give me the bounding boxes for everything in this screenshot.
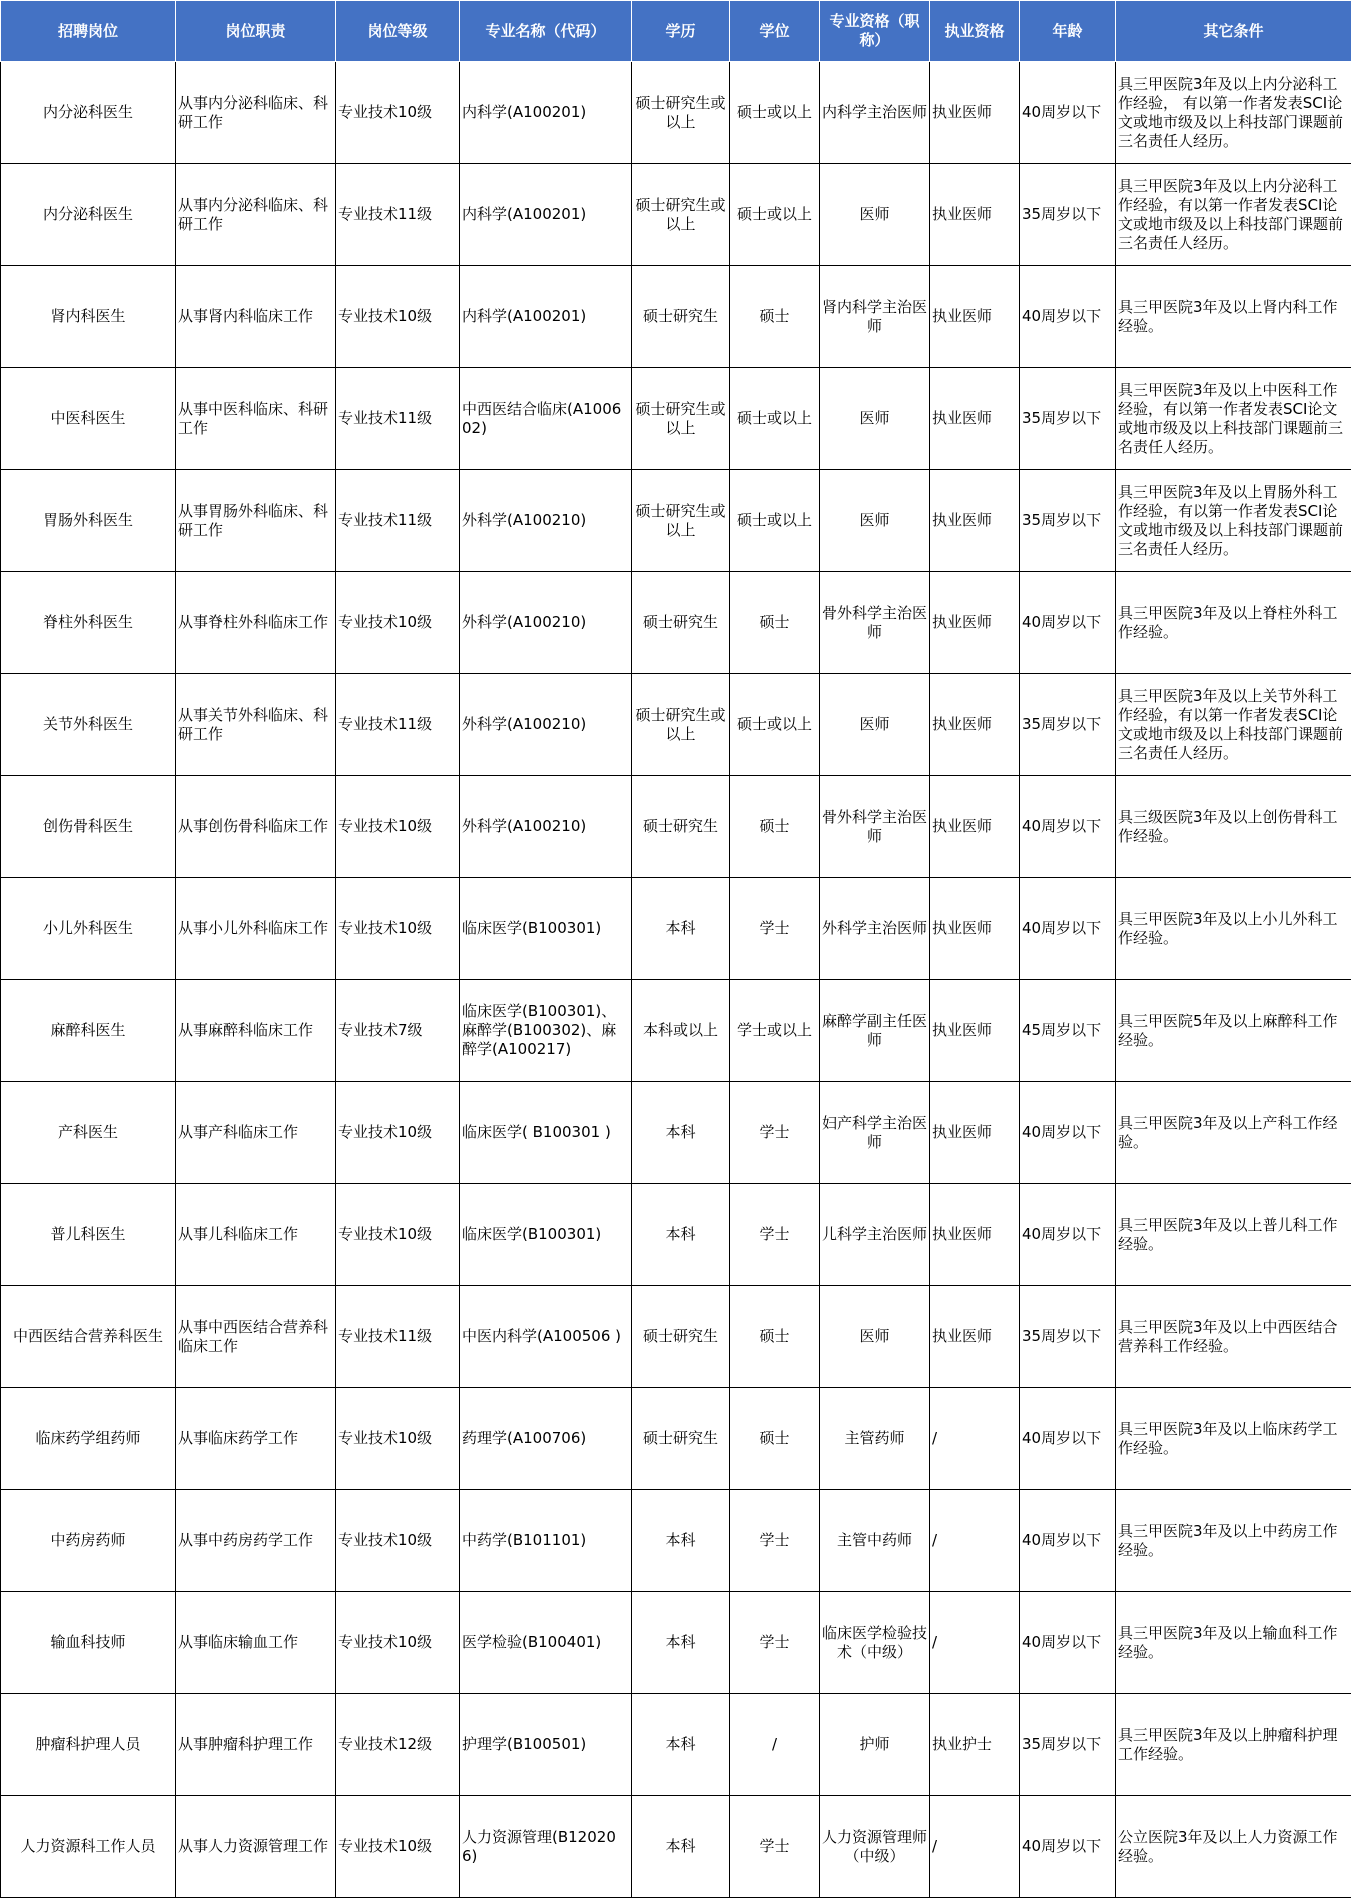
cell-age: 45周岁以下 — [1020, 980, 1116, 1082]
cell-age: 40周岁以下 — [1020, 1796, 1116, 1898]
header-duties: 岗位职责 — [176, 1, 336, 62]
cell-major: 临床医学(B100301) — [460, 878, 632, 980]
cell-other: 具三甲医院3年及以上产科工作经验。 — [1116, 1082, 1351, 1184]
cell-major: 临床医学( B100301 ) — [460, 1082, 632, 1184]
cell-degree: 学士 — [730, 1184, 820, 1286]
cell-license: 执业医师 — [930, 470, 1020, 572]
cell-qualification: 外科学主治医师 — [820, 878, 930, 980]
cell-other: 具三甲医院3年及以上关节外科工作经验，有以第一作者发表SCI论文或地市级及以上科技部门课题前三名责任人经历。 — [1116, 674, 1351, 776]
table-row — [1, 266, 1351, 368]
cell-grade: 专业技术10级 — [336, 1184, 460, 1286]
cell-education: 硕士研究生或以上 — [632, 62, 730, 164]
cell-qualification: 妇产科学主治医师 — [820, 1082, 930, 1184]
cell-age: 40周岁以下 — [1020, 776, 1116, 878]
cell-age: 40周岁以下 — [1020, 878, 1116, 980]
cell-degree: 硕士或以上 — [730, 164, 820, 266]
cell-qualification: 儿科学主治医师 — [820, 1184, 930, 1286]
cell-grade: 专业技术11级 — [336, 674, 460, 776]
cell-qualification: 医师 — [820, 470, 930, 572]
header-age: 年龄 — [1020, 1, 1116, 62]
cell-age: 35周岁以下 — [1020, 368, 1116, 470]
cell-degree: 学士或以上 — [730, 980, 820, 1082]
cell-major: 外科学(A100210) — [460, 470, 632, 572]
cell-degree: 硕士或以上 — [730, 674, 820, 776]
cell-degree: / — [730, 1694, 820, 1796]
cell-major: 内科学(A100201) — [460, 62, 632, 164]
cell-qualification: 内科学主治医师 — [820, 62, 930, 164]
table-row — [1, 1184, 1351, 1286]
cell-position: 内分泌科医生 — [1, 62, 176, 164]
cell-grade: 专业技术7级 — [336, 980, 460, 1082]
cell-education: 本科 — [632, 878, 730, 980]
cell-age: 35周岁以下 — [1020, 470, 1116, 572]
cell-major: 医学检验(B100401) — [460, 1592, 632, 1694]
cell-age: 40周岁以下 — [1020, 266, 1116, 368]
cell-license: 执业医师 — [930, 1082, 1020, 1184]
cell-education: 硕士研究生 — [632, 572, 730, 674]
cell-qualification: 骨外科学主治医师 — [820, 572, 930, 674]
cell-license: 执业医师 — [930, 164, 1020, 266]
cell-major: 人力资源管理(B120206) — [460, 1796, 632, 1898]
cell-grade: 专业技术10级 — [336, 776, 460, 878]
cell-degree: 学士 — [730, 1796, 820, 1898]
cell-position: 脊柱外科医生 — [1, 572, 176, 674]
table-body — [1, 62, 1351, 1898]
cell-major: 临床医学(B100301) — [460, 1184, 632, 1286]
cell-education: 硕士研究生 — [632, 776, 730, 878]
cell-degree: 硕士或以上 — [730, 62, 820, 164]
cell-duties: 从事人力资源管理工作 — [176, 1796, 336, 1898]
cell-license: 执业医师 — [930, 878, 1020, 980]
cell-grade: 专业技术10级 — [336, 1592, 460, 1694]
cell-position: 小儿外科医生 — [1, 878, 176, 980]
cell-duties: 从事中医科临床、科研工作 — [176, 368, 336, 470]
cell-grade: 专业技术11级 — [336, 470, 460, 572]
cell-license: 执业医师 — [930, 1286, 1020, 1388]
cell-degree: 硕士或以上 — [730, 368, 820, 470]
cell-age: 35周岁以下 — [1020, 1286, 1116, 1388]
cell-duties: 从事关节外科临床、科研工作 — [176, 674, 336, 776]
table-row — [1, 1490, 1351, 1592]
cell-other: 具三级医院3年及以上创伤骨科工作经验。 — [1116, 776, 1351, 878]
table-row — [1, 1286, 1351, 1388]
cell-education: 硕士研究生 — [632, 1388, 730, 1490]
cell-duties: 从事麻醉科临床工作 — [176, 980, 336, 1082]
cell-other: 具三甲医院3年及以上小儿外科工作经验。 — [1116, 878, 1351, 980]
table-row — [1, 164, 1351, 266]
table-row — [1, 1592, 1351, 1694]
cell-other: 具三甲医院5年及以上麻醉科工作经验。 — [1116, 980, 1351, 1082]
cell-position: 胃肠外科医生 — [1, 470, 176, 572]
cell-grade: 专业技术11级 — [336, 368, 460, 470]
cell-education: 硕士研究生或以上 — [632, 164, 730, 266]
cell-age: 40周岁以下 — [1020, 1082, 1116, 1184]
cell-license: 执业医师 — [930, 980, 1020, 1082]
cell-qualification: 骨外科学主治医师 — [820, 776, 930, 878]
cell-duties: 从事肿瘤科护理工作 — [176, 1694, 336, 1796]
cell-major: 药理学(A100706) — [460, 1388, 632, 1490]
cell-license: 执业医师 — [930, 674, 1020, 776]
cell-education: 本科 — [632, 1796, 730, 1898]
cell-other: 具三甲医院3年及以上肾内科工作经验。 — [1116, 266, 1351, 368]
header-other: 其它条件 — [1116, 1, 1351, 62]
table-row — [1, 878, 1351, 980]
cell-position: 人力资源科工作人员 — [1, 1796, 176, 1898]
header-grade: 岗位等级 — [336, 1, 460, 62]
table-row — [1, 470, 1351, 572]
cell-duties: 从事产科临床工作 — [176, 1082, 336, 1184]
cell-other: 具三甲医院3年及以上普儿科工作经验。 — [1116, 1184, 1351, 1286]
cell-age: 40周岁以下 — [1020, 1388, 1116, 1490]
cell-degree: 学士 — [730, 878, 820, 980]
cell-duties: 从事肾内科临床工作 — [176, 266, 336, 368]
cell-qualification: 医师 — [820, 368, 930, 470]
cell-grade: 专业技术10级 — [336, 878, 460, 980]
header-education: 学历 — [632, 1, 730, 62]
table-row — [1, 980, 1351, 1082]
cell-duties: 从事临床输血工作 — [176, 1592, 336, 1694]
cell-duties: 从事创伤骨科临床工作 — [176, 776, 336, 878]
cell-other: 具三甲医院3年及以上中药房工作经验。 — [1116, 1490, 1351, 1592]
cell-qualification: 护师 — [820, 1694, 930, 1796]
cell-license: 执业医师 — [930, 776, 1020, 878]
cell-qualification: 医师 — [820, 1286, 930, 1388]
table-header — [1, 1, 1351, 62]
cell-other: 具三甲医院3年及以上中医科工作经验，有以第一作者发表SCI论文或地市级及以上科技部门课题前三名责任人经历。 — [1116, 368, 1351, 470]
cell-education: 本科 — [632, 1184, 730, 1286]
cell-other: 具三甲医院3年及以上胃肠外科工作经验，有以第一作者发表SCI论文或地市级及以上科技部门课题前三名责任人经历。 — [1116, 470, 1351, 572]
header-position: 招聘岗位 — [1, 1, 176, 62]
cell-major: 临床医学(B100301)、麻醉学(B100302)、麻醉学(A100217) — [460, 980, 632, 1082]
cell-duties: 从事儿科临床工作 — [176, 1184, 336, 1286]
cell-position: 产科医生 — [1, 1082, 176, 1184]
cell-qualification: 肾内科学主治医师 — [820, 266, 930, 368]
cell-education: 硕士研究生或以上 — [632, 674, 730, 776]
cell-other: 具三甲医院3年及以上肿瘤科护理工作经验。 — [1116, 1694, 1351, 1796]
cell-license: 执业医师 — [930, 62, 1020, 164]
cell-duties: 从事中药房药学工作 — [176, 1490, 336, 1592]
cell-grade: 专业技术11级 — [336, 164, 460, 266]
cell-other: 具三甲医院3年及以上中西医结合营养科工作经验。 — [1116, 1286, 1351, 1388]
cell-position: 中药房药师 — [1, 1490, 176, 1592]
cell-degree: 硕士 — [730, 572, 820, 674]
cell-qualification: 麻醉学副主任医师 — [820, 980, 930, 1082]
cell-age: 35周岁以下 — [1020, 674, 1116, 776]
cell-degree: 学士 — [730, 1082, 820, 1184]
cell-grade: 专业技术10级 — [336, 1796, 460, 1898]
cell-degree: 学士 — [730, 1592, 820, 1694]
table-row — [1, 368, 1351, 470]
cell-major: 外科学(A100210) — [460, 776, 632, 878]
cell-grade: 专业技术10级 — [336, 1388, 460, 1490]
cell-degree: 硕士 — [730, 266, 820, 368]
cell-education: 硕士研究生 — [632, 266, 730, 368]
cell-license: / — [930, 1388, 1020, 1490]
cell-license: / — [930, 1592, 1020, 1694]
cell-grade: 专业技术10级 — [336, 62, 460, 164]
table-row — [1, 62, 1351, 164]
header-major: 专业名称（代码） — [460, 1, 632, 62]
cell-major: 外科学(A100210) — [460, 572, 632, 674]
cell-age: 40周岁以下 — [1020, 572, 1116, 674]
cell-duties: 从事小儿外科临床工作 — [176, 878, 336, 980]
table-row — [1, 1388, 1351, 1490]
cell-major: 护理学(B100501) — [460, 1694, 632, 1796]
cell-major: 内科学(A100201) — [460, 164, 632, 266]
cell-position: 中医科医生 — [1, 368, 176, 470]
table-row — [1, 674, 1351, 776]
cell-major: 中西医结合临床(A100602) — [460, 368, 632, 470]
cell-age: 40周岁以下 — [1020, 1592, 1116, 1694]
cell-license: 执业医师 — [930, 572, 1020, 674]
cell-education: 硕士研究生 — [632, 1286, 730, 1388]
cell-age: 35周岁以下 — [1020, 1694, 1116, 1796]
cell-degree: 硕士或以上 — [730, 470, 820, 572]
cell-education: 本科 — [632, 1592, 730, 1694]
cell-position: 内分泌科医生 — [1, 164, 176, 266]
cell-major: 中医内科学(A100506 ) — [460, 1286, 632, 1388]
cell-age: 40周岁以下 — [1020, 62, 1116, 164]
cell-other: 具三甲医院3年及以上临床药学工作经验。 — [1116, 1388, 1351, 1490]
cell-major: 外科学(A100210) — [460, 674, 632, 776]
cell-degree: 硕士 — [730, 1286, 820, 1388]
cell-age: 35周岁以下 — [1020, 164, 1116, 266]
cell-position: 肾内科医生 — [1, 266, 176, 368]
cell-license: 执业医师 — [930, 368, 1020, 470]
cell-duties: 从事内分泌科临床、科研工作 — [176, 164, 336, 266]
table-row — [1, 572, 1351, 674]
cell-major: 中药学(B101101) — [460, 1490, 632, 1592]
cell-degree: 硕士 — [730, 776, 820, 878]
cell-duties: 从事中西医结合营养科临床工作 — [176, 1286, 336, 1388]
cell-duties: 从事脊柱外科临床工作 — [176, 572, 336, 674]
cell-degree: 硕士 — [730, 1388, 820, 1490]
cell-major: 内科学(A100201) — [460, 266, 632, 368]
cell-grade: 专业技术11级 — [336, 1286, 460, 1388]
cell-qualification: 临床医学检验技术（中级） — [820, 1592, 930, 1694]
cell-education: 本科 — [632, 1694, 730, 1796]
cell-position: 创伤骨科医生 — [1, 776, 176, 878]
cell-education: 本科 — [632, 1082, 730, 1184]
cell-other: 具三甲医院3年及以上内分泌科工作经验，有以第一作者发表SCI论文或地市级及以上科技部门课题前三名责任人经历。 — [1116, 164, 1351, 266]
cell-other: 公立医院3年及以上人力资源工作经验。 — [1116, 1796, 1351, 1898]
table-row — [1, 1796, 1351, 1898]
cell-duties: 从事临床药学工作 — [176, 1388, 336, 1490]
cell-education: 硕士研究生或以上 — [632, 470, 730, 572]
header-qualification: 专业资格（职称） — [820, 1, 930, 62]
cell-education: 本科 — [632, 1490, 730, 1592]
cell-duties: 从事内分泌科临床、科研工作 — [176, 62, 336, 164]
cell-qualification: 主管中药师 — [820, 1490, 930, 1592]
cell-position: 肿瘤科护理人员 — [1, 1694, 176, 1796]
cell-qualification: 人力资源管理师（中级） — [820, 1796, 930, 1898]
cell-grade: 专业技术12级 — [336, 1694, 460, 1796]
cell-position: 关节外科医生 — [1, 674, 176, 776]
cell-position: 中西医结合营养科医生 — [1, 1286, 176, 1388]
cell-license: / — [930, 1796, 1020, 1898]
table-row — [1, 776, 1351, 878]
cell-degree: 学士 — [730, 1490, 820, 1592]
cell-grade: 专业技术10级 — [336, 1490, 460, 1592]
cell-qualification: 医师 — [820, 164, 930, 266]
cell-position: 普儿科医生 — [1, 1184, 176, 1286]
table-row — [1, 1082, 1351, 1184]
cell-other: 具三甲医院3年及以上输血科工作经验。 — [1116, 1592, 1351, 1694]
cell-other: 具三甲医院3年及以上脊柱外科工作经验。 — [1116, 572, 1351, 674]
cell-age: 40周岁以下 — [1020, 1490, 1116, 1592]
cell-license: 执业医师 — [930, 1184, 1020, 1286]
cell-position: 麻醉科医生 — [1, 980, 176, 1082]
cell-other: 具三甲医院3年及以上内分泌科工作经验， 有以第一作者发表SCI论文或地市级及以上科技部门课题前三名责任人经历。 — [1116, 62, 1351, 164]
cell-duties: 从事胃肠外科临床、科研工作 — [176, 470, 336, 572]
cell-license: / — [930, 1490, 1020, 1592]
cell-position: 输血科技师 — [1, 1592, 176, 1694]
cell-grade: 专业技术10级 — [336, 266, 460, 368]
cell-education: 本科或以上 — [632, 980, 730, 1082]
cell-age: 40周岁以下 — [1020, 1184, 1116, 1286]
cell-grade: 专业技术10级 — [336, 1082, 460, 1184]
table-row — [1, 1694, 1351, 1796]
cell-education: 硕士研究生或以上 — [632, 368, 730, 470]
cell-license: 执业医师 — [930, 266, 1020, 368]
cell-position: 临床药学组药师 — [1, 1388, 176, 1490]
cell-grade: 专业技术10级 — [336, 572, 460, 674]
header-license: 执业资格 — [930, 1, 1020, 62]
cell-qualification: 医师 — [820, 674, 930, 776]
cell-license: 执业护士 — [930, 1694, 1020, 1796]
header-row — [1, 1, 1351, 62]
header-degree: 学位 — [730, 1, 820, 62]
cell-qualification: 主管药师 — [820, 1388, 930, 1490]
